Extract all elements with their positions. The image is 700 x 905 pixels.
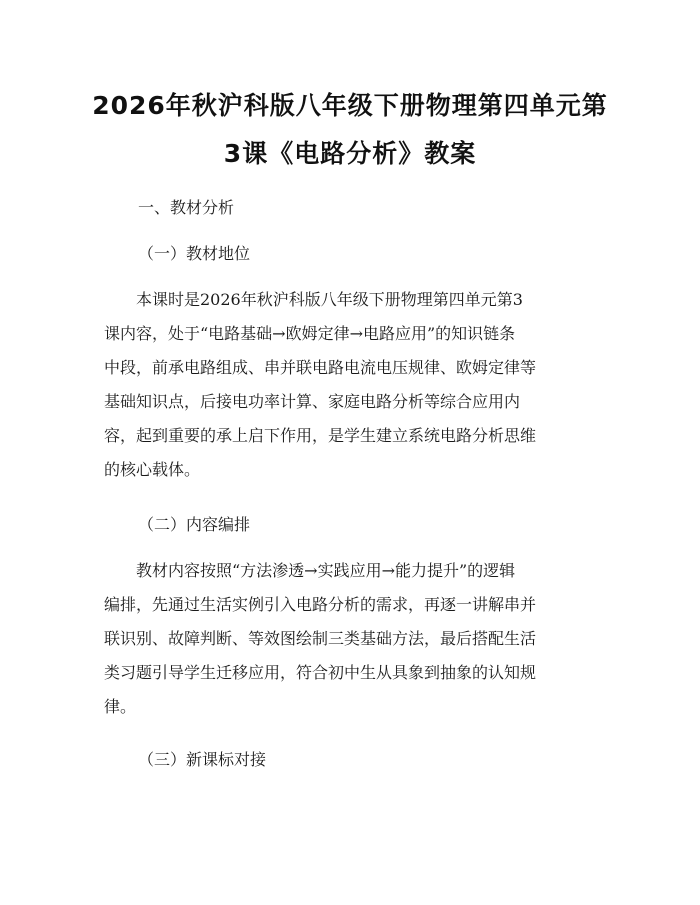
paragraph-line: 中段，前承电路组成、串并联电路电流电压规律、欧姆定律等: [104, 358, 537, 377]
paragraph-line: 课内容，处于“电路基础→欧姆定律→电路应用”的知识链条: [104, 324, 516, 343]
paragraph-textbook-position: [104, 283, 598, 487]
paragraph-line: 联识别、故障判断、等效图绘制三类基础方法，最后搭配生活: [104, 629, 537, 648]
paragraph-content-arrangement: [104, 554, 598, 724]
paragraph-line: 本课时是2026年秋沪科版八年级下册物理第四单元第3: [104, 290, 523, 309]
paragraph-line: 律。: [104, 697, 137, 716]
paragraph-line: 容，起到重要的承上启下作用，是学生建立系统电路分析思维: [104, 426, 537, 445]
paragraph-line: 基础知识点，后接电功率计算、家庭电路分析等综合应用内: [104, 392, 521, 411]
document-title-line-1: 2026年秋沪科版八年级下册物理第四单元第: [92, 91, 608, 120]
section-heading-textbook-analysis: 一、教材分析: [138, 198, 235, 217]
paragraph-line: 的核心载体。: [104, 460, 201, 479]
paragraph-line: 编排，先通过生活实例引入电路分析的需求，再逐一讲解串并: [104, 595, 537, 614]
subsection-heading-content-arrangement: （二）内容编排: [138, 515, 251, 534]
paragraph-line: 类习题引导学生迁移应用，符合初中生从具象到抽象的认知规: [104, 663, 537, 682]
document-title-line-2: 3课《电路分析》教案: [223, 139, 477, 168]
paragraph-line: 教材内容按照“方法渗透→实践应用→能力提升”的逻辑: [104, 561, 516, 580]
subsection-heading-textbook-position: （一）教材地位: [138, 244, 251, 263]
subsection-heading-curriculum-alignment: （三）新课标对接: [138, 750, 267, 769]
